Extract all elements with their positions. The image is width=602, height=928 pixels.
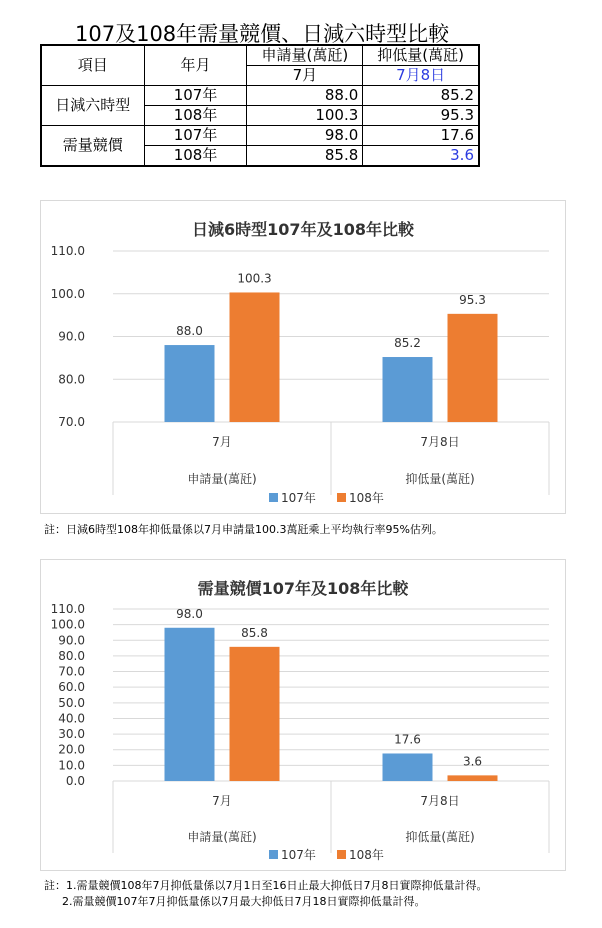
- group-label: 申請量(萬瓩): [187, 472, 257, 486]
- note-line: 註：1.需量競價108年7月抑低量係以7月1日至16日止最大抑低日7月8日實際抑低量計得。: [44, 879, 488, 892]
- chart-daily-reduction-svg: [41, 201, 565, 513]
- bar: [448, 314, 498, 422]
- row-year: 108年: [144, 146, 247, 167]
- bar: [230, 647, 280, 781]
- y-tick-label: 0.0: [65, 774, 85, 788]
- data-label: 85.2: [394, 336, 421, 351]
- bar: [383, 357, 433, 422]
- data-label: 100.3: [237, 271, 272, 286]
- row-apply: 98.0: [247, 126, 363, 146]
- data-label: 17.6: [394, 732, 421, 747]
- row-year: 107年: [144, 126, 247, 146]
- legend-label: 107年: [281, 848, 316, 862]
- row-apply: 85.8: [247, 146, 363, 167]
- bar: [165, 628, 215, 781]
- legend-label: 108年: [349, 848, 384, 862]
- y-tick-label: 70.0: [58, 664, 85, 679]
- chart-demand-bidding: [40, 559, 566, 871]
- y-tick-label: 30.0: [58, 727, 85, 742]
- chart-demand-bidding-svg: [41, 560, 565, 870]
- category-label: 7月8日: [420, 435, 460, 449]
- y-tick-label: 10.0: [58, 758, 85, 773]
- header-reduce-sub: 7月8日: [363, 66, 479, 86]
- table-row: [41, 126, 479, 146]
- legend-swatch: [269, 850, 278, 859]
- bar: [383, 753, 433, 781]
- y-tick-label: 90.0: [58, 329, 85, 344]
- data-label: 3.6: [462, 754, 483, 769]
- note-line: 2.需量競價107年7月抑低量係以7月最大抑低日7月18日實際抑低量計得。: [62, 895, 426, 908]
- data-label: 98.0: [176, 606, 203, 621]
- header-item: 項目: [41, 45, 144, 86]
- bar: [165, 345, 215, 422]
- group-name: 需量競價: [41, 126, 144, 167]
- y-tick-label: 80.0: [58, 372, 85, 387]
- y-tick-label: 100.0: [50, 286, 85, 301]
- row-reduce: 95.3: [363, 106, 479, 126]
- group-label: 申請量(萬瓩): [187, 830, 257, 844]
- group-label: 抑低量(萬瓩): [405, 472, 475, 486]
- header-reduce: 抑低量(萬瓩): [363, 45, 479, 66]
- group-label: 抑低量(萬瓩): [405, 830, 475, 844]
- group-name: 日減六時型: [41, 86, 144, 126]
- row-reduce: 3.6: [363, 146, 479, 167]
- y-tick-label: 40.0: [58, 711, 85, 726]
- y-tick-label: 80.0: [58, 648, 85, 663]
- table-header-row: [41, 45, 479, 66]
- legend-label: 108年: [349, 491, 384, 505]
- data-label: 88.0: [176, 324, 203, 339]
- data-label: 85.8: [241, 625, 268, 640]
- chart-title: 日減6時型107年及108年比較: [192, 220, 414, 239]
- bar: [448, 775, 498, 781]
- data-label: 95.3: [459, 292, 486, 307]
- header-apply: 申請量(萬瓩): [247, 45, 363, 66]
- y-tick-label: 50.0: [58, 695, 85, 710]
- y-tick-label: 60.0: [58, 680, 85, 695]
- y-tick-label: 110.0: [50, 244, 85, 258]
- note-block-1: [44, 522, 443, 538]
- row-apply: 100.3: [247, 106, 363, 126]
- page-title: 107及108年需量競價、日減六時型比較: [75, 22, 450, 46]
- y-tick-label: 100.0: [50, 617, 85, 632]
- category-label: 7月: [212, 794, 232, 808]
- legend-swatch: [337, 850, 346, 859]
- row-year: 107年: [144, 86, 247, 106]
- y-tick-label: 70.0: [58, 415, 85, 429]
- legend-label: 107年: [281, 491, 316, 505]
- y-tick-label: 110.0: [50, 602, 85, 616]
- category-label: 7月: [212, 435, 232, 449]
- note-block-2: [44, 878, 487, 910]
- header-apply-sub: 7月: [247, 66, 363, 86]
- row-reduce: 85.2: [363, 86, 479, 106]
- legend-swatch: [337, 493, 346, 502]
- bar: [230, 292, 280, 422]
- summary-table: [40, 44, 480, 167]
- row-reduce: 17.6: [363, 126, 479, 146]
- row-apply: 88.0: [247, 86, 363, 106]
- legend-swatch: [269, 493, 278, 502]
- y-tick-label: 90.0: [58, 633, 85, 648]
- table-row: [41, 86, 479, 106]
- note-line: 註：日減6時型108年抑低量係以7月申請量100.3萬瓩乘上平均執行率95%估列。: [44, 523, 443, 536]
- y-tick-label: 20.0: [58, 742, 85, 757]
- category-label: 7月8日: [420, 794, 460, 808]
- chart-daily-reduction: [40, 200, 566, 514]
- row-year: 108年: [144, 106, 247, 126]
- chart-title: 需量競價107年及108年比較: [197, 579, 409, 598]
- header-month: 年月: [144, 45, 247, 86]
